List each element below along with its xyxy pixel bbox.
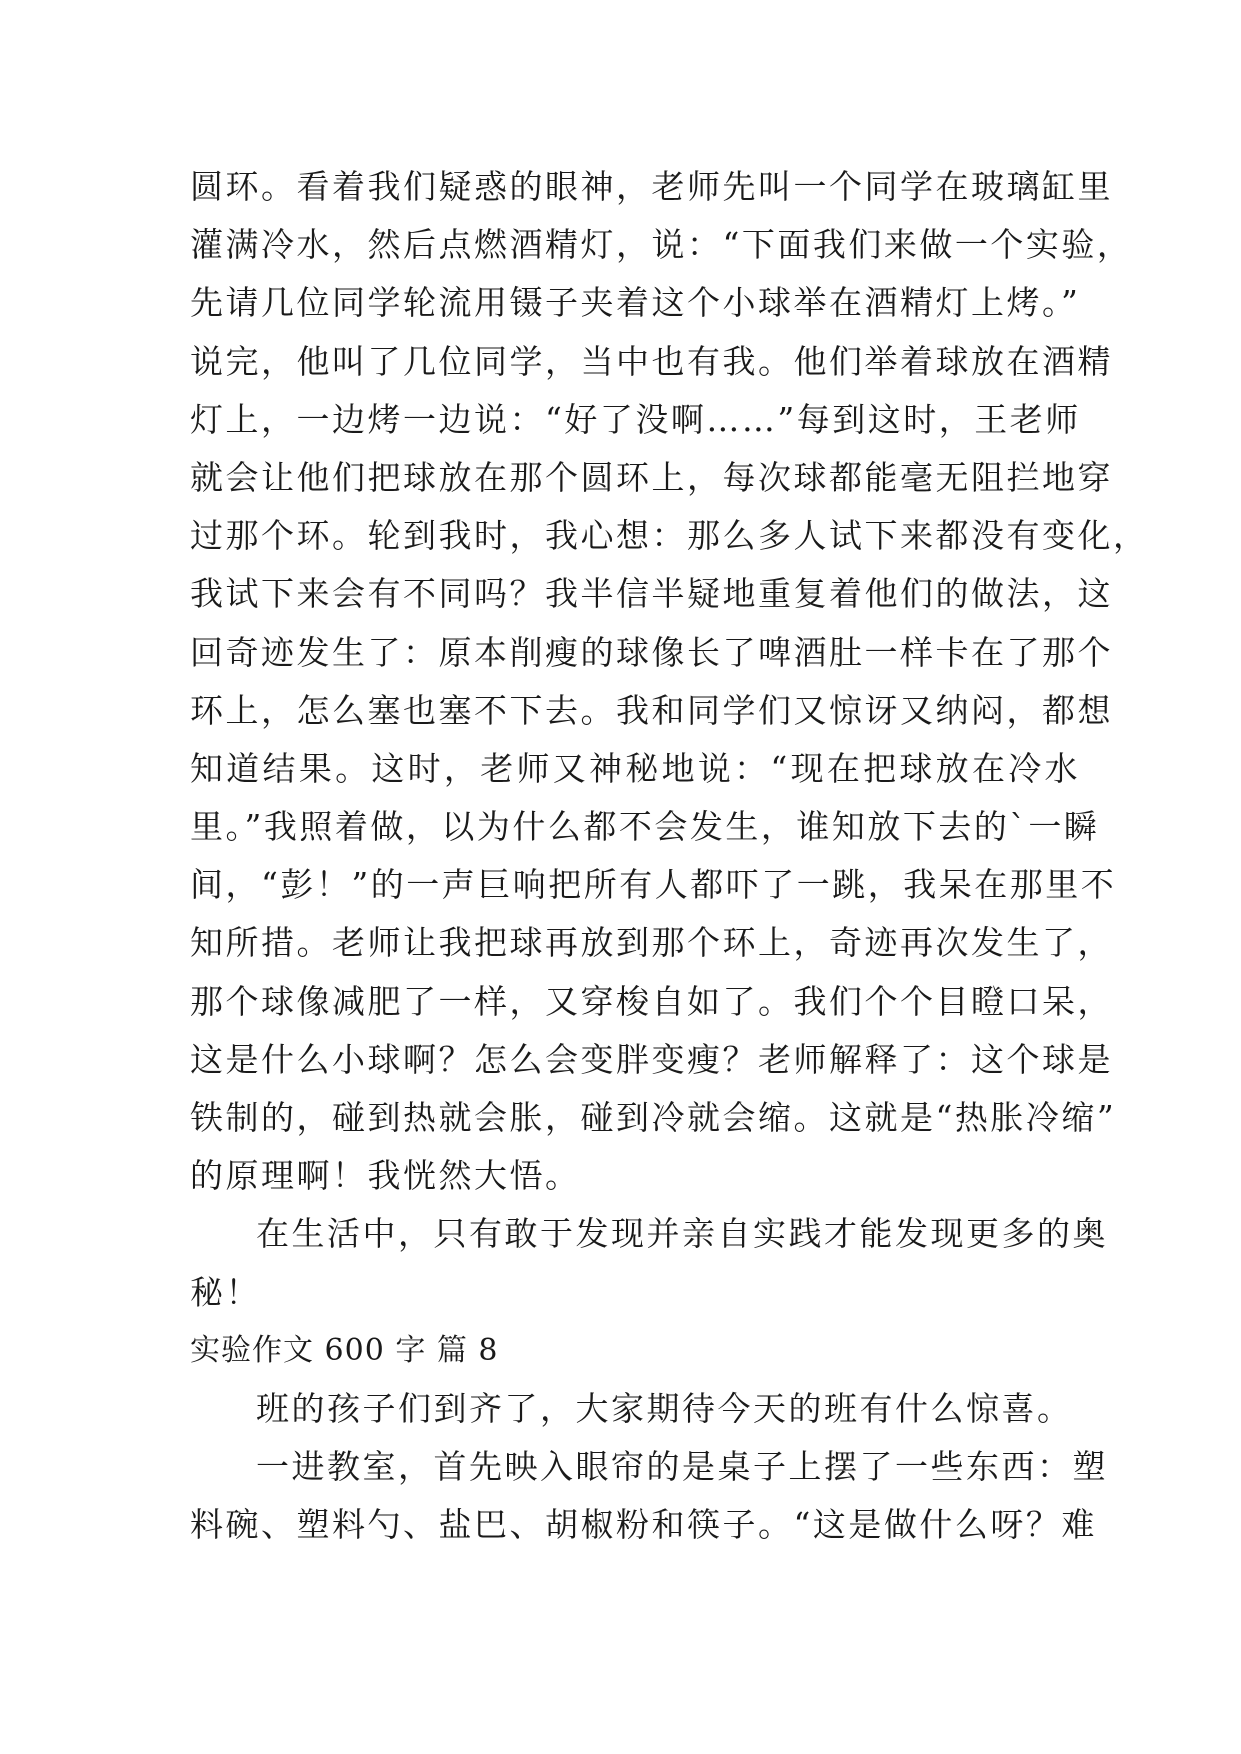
text-line: 一进教室，首先映入眼帘的是桌子上摆了一些东西：塑 <box>256 1447 1108 1487</box>
text-line: 这是什么小球啊？怎么会变胖变瘦？老师解释了：这个球是 <box>190 1039 1113 1079</box>
text-line: 里。”我照着做，以为什么都不会发生，谁知放下去的`一瞬 <box>190 807 1100 847</box>
text-line: 知所措。老师让我把球再放到那个环上，奇迹再次发生了， <box>190 923 1113 963</box>
text-line: 过那个环。轮到我时，我心想：那么多人试下来都没有变化， <box>190 516 1149 556</box>
text-line: 就会让他们把球放在那个圆环上，每次球都能毫无阻拦地穿 <box>190 457 1113 497</box>
text-line: 知道结果。这时，老师又神秘地说：“现在把球放在冷水 <box>190 748 1080 788</box>
text-line: 料碗、塑料勺、盐巴、胡椒粉和筷子。“这是做什么呀？难 <box>190 1505 1097 1545</box>
section-heading: 实验作文 600 字 篇 8 <box>190 1332 499 1368</box>
text-line: 说完，他叫了几位同学，当中也有我。他们举着球放在酒精 <box>190 341 1113 381</box>
text-line: 在生活中，只有敢于发现并亲自实践才能发现更多的奥 <box>256 1214 1108 1254</box>
text-line: 班的孩子们到齐了，大家期待今天的班有什么惊喜。 <box>256 1388 1073 1428</box>
text-line: 间，“彭！”的一声巨响把所有人都吓了一跳，我呆在那里不 <box>190 865 1117 905</box>
text-line: 秘！ <box>190 1272 261 1312</box>
text-line: 灌满冷水，然后点燃酒精灯，说：“下面我们来做一个实验， <box>190 225 1133 265</box>
document-body <box>190 158 1149 1555</box>
text-line: 圆环。看着我们疑惑的眼神，老师先叫一个同学在玻璃缸里 <box>190 167 1113 206</box>
text-line: 环上，怎么塞也塞不下去。我和同学们又惊讶又纳闷，都想 <box>190 690 1113 730</box>
text-line: 灯上，一边烤一边说：“好了没啊……”每到这时，王老师 <box>190 399 1081 439</box>
text-line: 回奇迹发生了：原本削瘦的球像长了啤酒肚一样卡在了那个 <box>190 632 1113 672</box>
text-line: 的原理啊！我恍然大悟。 <box>190 1156 581 1196</box>
text-line: 我试下来会有不同吗？我半信半疑地重复着他们的做法，这 <box>190 574 1113 614</box>
text-line: 先请几位同学轮流用镊子夹着这个小球举在酒精灯上烤。” <box>190 283 1081 323</box>
text-line: 铁制的，碰到热就会胀，碰到冷就会缩。这就是“热胀冷缩” <box>190 1098 1117 1137</box>
text-line: 那个球像减肥了一样，又穿梭自如了。我们个个目瞪口呆， <box>190 981 1113 1021</box>
